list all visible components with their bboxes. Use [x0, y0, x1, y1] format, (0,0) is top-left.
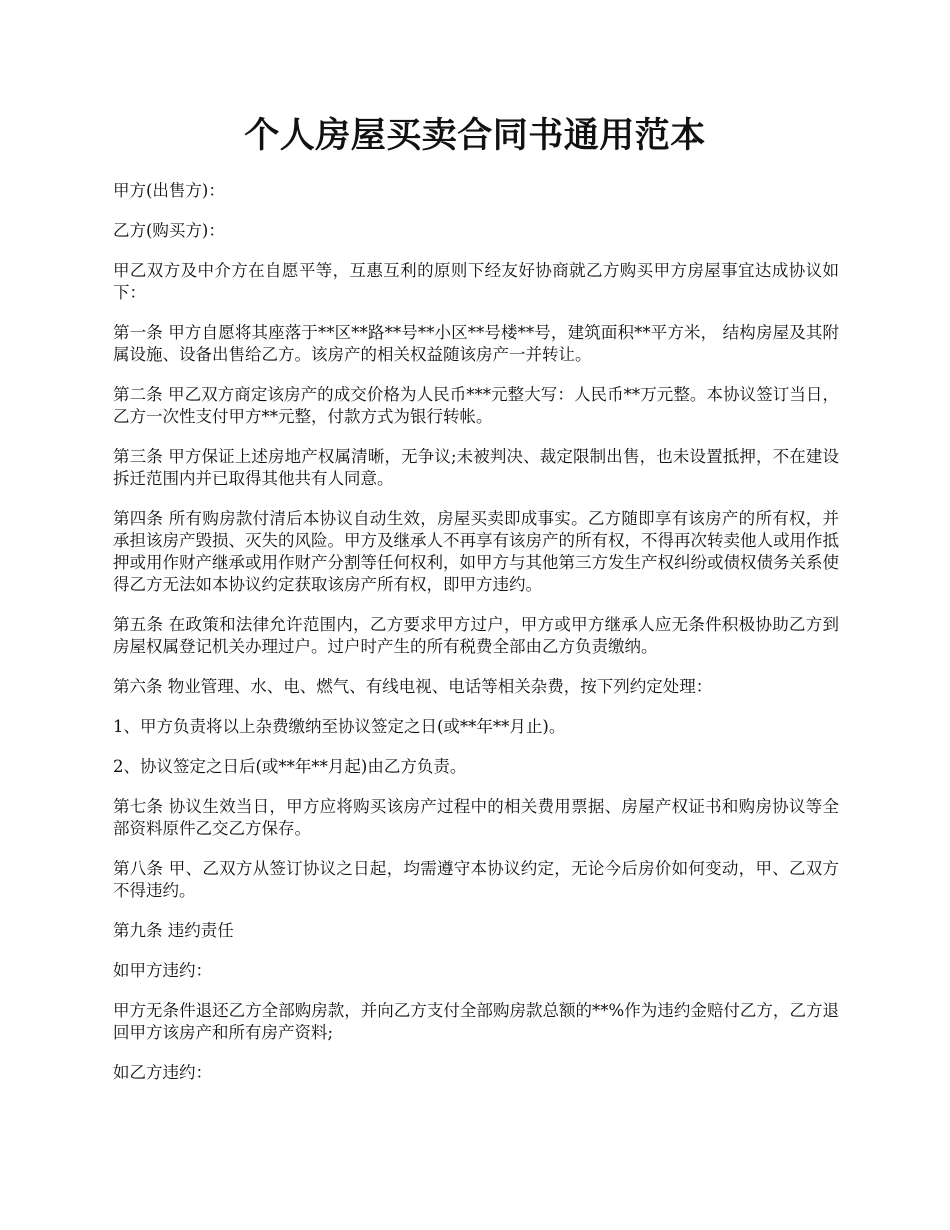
- party-a-line: 甲方(出售方)：: [113, 181, 225, 200]
- article-2: 第二条 甲乙双方商定该房产的成交价格为人民币***元整大写：人民币**万元整。本协议签订当日，乙方一次性支付甲方**元整，付款方式为银行转帐。: [113, 385, 839, 426]
- document-title: 个人房屋买卖合同书通用范本: [244, 115, 706, 156]
- party-b-line: 乙方(购买方)：: [113, 221, 225, 240]
- article-1: 第一条 甲方自愿将其座落于**区**路**号**小区**号楼**号，建筑面积**平方米， 结构房屋及其附属设施、设备出售给乙方。该房产的相关权益随该房产一并转让。: [113, 323, 839, 364]
- article-7: 第七条 协议生效当日，甲方应将购买该房产过程中的相关费用票据、房屋产权证书和购房协议等全部资料原件乙交乙方保存。: [113, 797, 839, 838]
- party-a-breach-heading: 如甲方违约：: [113, 961, 212, 980]
- preamble-paragraph: 甲乙双方及中介方在自愿平等，互惠互利的原则下经友好协商就乙方购买甲方房屋事宜达成协议如下：: [113, 261, 839, 302]
- article-6-item-2: 2、协议签定之日后(或**年**月起)由乙方负责。: [113, 757, 467, 776]
- document-body: [113, 180, 839, 1102]
- article-8: 第八条 甲、乙双方从签订协议之日起，均需遵守本协议约定，无论今后房价如何变动，甲、乙双方不得违约。: [113, 859, 839, 900]
- article-6: 第六条 物业管理、水、电、燃气、有线电视、电话等相关杂费，按下列约定处理：: [113, 677, 713, 696]
- article-4: 第四条 所有购房款付清后本协议自动生效，房屋买卖即成事实。乙方随即享有该房产的所有权，并承担该房产毁损、灭失的风险。甲方及继承人不再享有该房产的所有权，不得再次转卖他人或用作抵押或用作财产继承或用作财产分割等任何权利，如甲方与其他第三方发生产权纠纷或债权债务关系使得乙方无法如本协议约定获取该房产所有权，即甲方违约。: [113, 509, 839, 594]
- article-9-heading: 第九条 违约责任: [113, 921, 234, 940]
- article-3: 第三条 甲方保证上述房地产权属清晰，无争议;未被判决、裁定限制出售，也未设置抵押，不在建设拆迁范围内并已取得其他共有人同意。: [113, 447, 839, 488]
- article-6-item-1: 1、甲方负责将以上杂费缴纳至协议签定之日(或**年**月止)。: [113, 717, 566, 736]
- party-b-breach-heading: 如乙方违约：: [113, 1063, 212, 1082]
- article-5: 第五条 在政策和法律允许范围内，乙方要求甲方过户，甲方或甲方继承人应无条件积极协助乙方到房屋权属登记机关办理过户。过户时产生的所有税费全部由乙方负责缴纳。: [113, 615, 839, 656]
- party-a-breach-paragraph: 甲方无条件退还乙方全部购房款，并向乙方支付全部购房款总额的**%作为违约金赔付乙方，乙方退回甲方该房产和所有房产资料;: [113, 1001, 839, 1042]
